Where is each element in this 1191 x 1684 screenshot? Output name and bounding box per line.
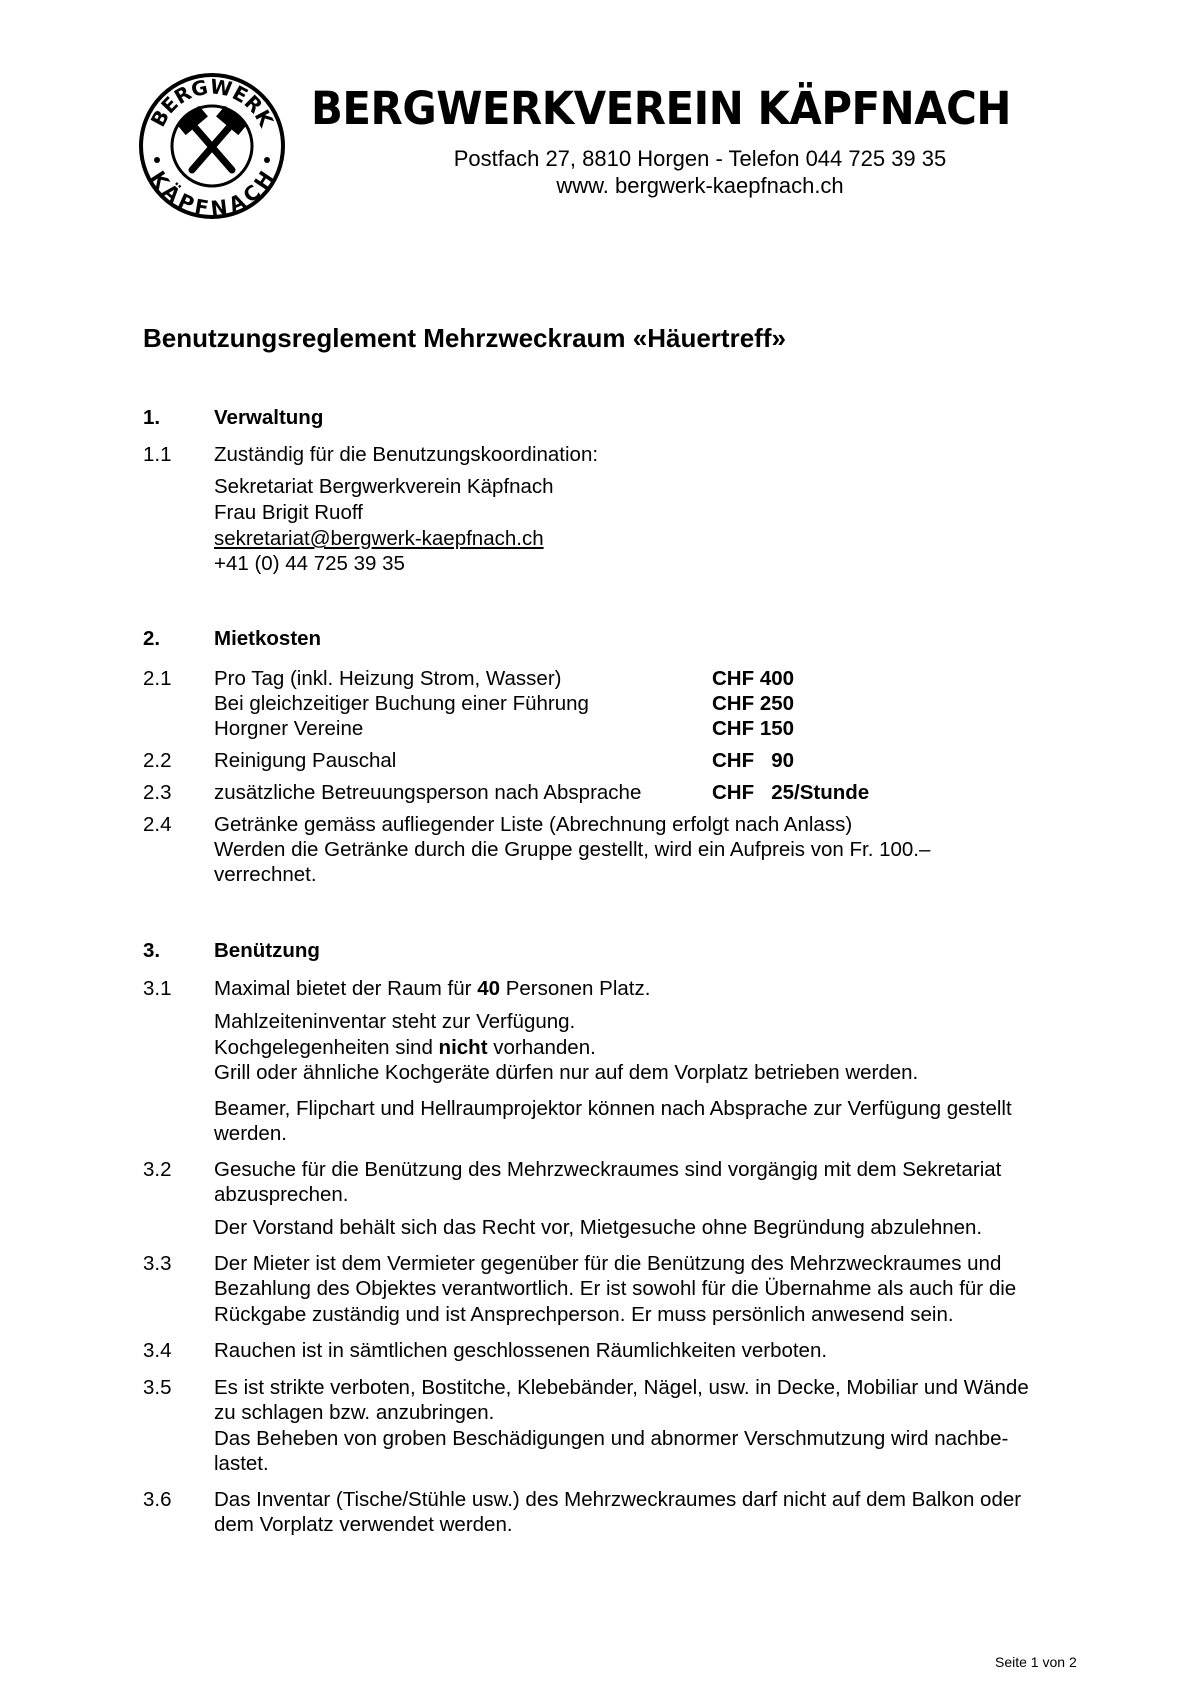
section-1-heading: 1. Verwaltung (143, 406, 324, 429)
document-title: Benutzungsreglement Mehrzweckraum «Häuertreff» (143, 323, 786, 353)
clause-3-2-line: 3.2 Gesuche für die Benützung des Mehrzweckraumes sind vorgängig mit dem Sekretariat (143, 1158, 1002, 1181)
svg-text:KÄPFNACH (145, 167, 278, 220)
clause-2-1-row: 2.1 Pro Tag (inkl. Heizung Strom, Wasser) CHF 400 (143, 667, 795, 690)
clause-3-6-line: 3.6 Das Inventar (Tische/Stühle usw.) des Mehrzweckraumes darf nicht auf dem Balkon oder (143, 1488, 1022, 1511)
clause-2-3: 2.3 zusätzliche Betreuungsperson nach Absprache CHF 25/Stunde (143, 781, 870, 804)
clause-2-4-line: verrechnet. (214, 863, 317, 886)
org-name: BERGWERKVEREIN KÄPFNACH (311, 82, 1011, 135)
page-number: Seite 1 von 2 (995, 1654, 1077, 1670)
contact-name: Frau Brigit Ruoff (214, 501, 363, 524)
org-website: www. bergwerk-kaepfnach.ch (556, 173, 844, 198)
clause-3-5-line: lastet. (214, 1452, 269, 1475)
clause-3-1-line: Beamer, Flipchart und Hellraumprojektor können nach Absprache zur Verfügung gestellt (214, 1097, 1012, 1120)
clause-3-1-line: Grill oder ähnliche Kochgeräte dürfen nur auf dem Vorplatz betrieben werden. (214, 1061, 919, 1084)
logo-ring-bottom-text: KÄPFNACH (145, 166, 279, 220)
svg-text:BERGWERK (146, 74, 279, 132)
clause-2-1-row: Horgner Vereine CHF 150 (214, 717, 795, 740)
section-2-heading: 2. Mietkosten (143, 627, 322, 650)
contact-email-link[interactable]: sekretariat@bergwerk-kaepfnach.ch (214, 527, 544, 550)
clause-3-5-line: 3.5 Es ist strikte verboten, Bostitche, Klebebänder, Nägel, usw. in Decke, Mobiliar und Wände (143, 1376, 1029, 1399)
clause-3-4: 3.4 Rauchen ist in sämtlichen geschlossenen Räumlichkeiten verboten. (143, 1339, 828, 1362)
clause-3-3-line: Rückgabe zuständig und ist Ansprechperson. Er muss persönlich anwesend sein. (214, 1303, 954, 1326)
clause-3-5-line: zu schlagen bzw. anzubringen. (214, 1401, 495, 1424)
clause-3-3-line: 3.3 Der Mieter ist dem Vermieter gegenüber für die Benützung des Mehrzweckraumes und (143, 1252, 1002, 1275)
clause-3-3-line: Bezahlung des Objektes verantwortlich. Er ist sowohl für die Übernahme als auch für die (214, 1277, 1017, 1300)
clause-3-1-line: werden. (214, 1122, 287, 1145)
clause-3-2-line: Der Vorstand behält sich das Recht vor, Mietgesuche ohne Begründung abzulehnen. (214, 1216, 983, 1239)
org-address: Postfach 27, 8810 Horgen - Telefon 044 725 39 35 (453, 146, 947, 171)
clause-3-1-line: 3.1 Maximal bietet der Raum für 40 Personen Platz. (143, 977, 651, 1000)
clause-2-4-line: 2.4 Getränke gemäss aufliegender Liste (Abrechnung erfolgt nach Anlass) (143, 813, 853, 836)
section-3-heading: 3. Benützung (143, 939, 320, 962)
clause-3-1-line: Mahlzeiteninventar steht zur Verfügung. (214, 1010, 576, 1033)
club-logo (138, 72, 286, 220)
clause-1-1: 1.1 Zuständig für die Benutzungskoordination: (143, 443, 599, 466)
clause-2-1-row: Bei gleichzeitiger Buchung einer Führung CHF 250 (214, 692, 795, 715)
clause-3-1-line: Kochgelegenheiten sind nicht vorhanden. (214, 1036, 596, 1059)
clause-2-2: 2.2 Reinigung Pauschal CHF 90 (143, 749, 795, 772)
contact-phone: +41 (0) 44 725 39 35 (214, 552, 405, 575)
hammer-and-pick-icon (177, 106, 246, 170)
clause-3-5-line: Das Beheben von groben Beschädigungen und abnormer Verschmutzung wird nachbe- (214, 1427, 1009, 1450)
logo-ring-top-text: BERGWERK (145, 74, 279, 131)
contact-org: Sekretariat Bergwerkverein Käpfnach (214, 475, 554, 498)
clause-3-6-line: dem Vorplatz verwendet werden. (214, 1513, 513, 1536)
clause-3-2-line: abzusprechen. (214, 1183, 349, 1206)
clause-2-4-line: Werden die Getränke durch die Gruppe gestellt, wird ein Aufpreis von Fr. 100.– (214, 838, 931, 861)
